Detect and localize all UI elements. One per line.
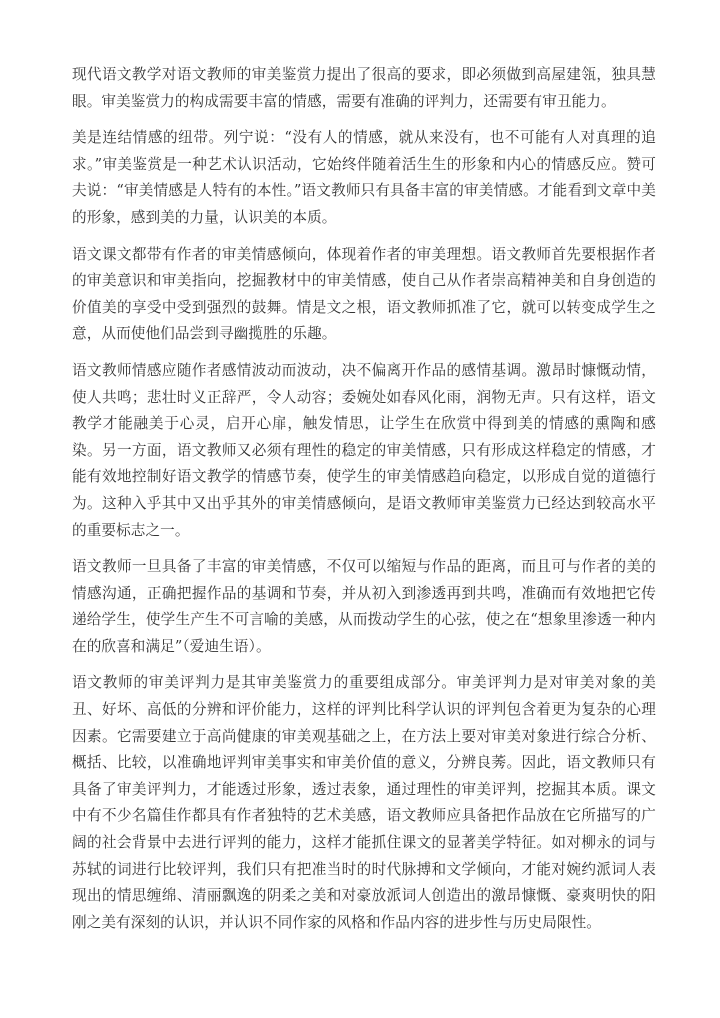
paragraph-6: 语文教师的审美评判力是其审美鉴赏力的重要组成部分。审美评判力是对审美对象的美丑、好坏、高低的分辨和评价能力，这样的评判比科学认识的评判包含着更为复杂的心理因素。它需要建立于高尚健康的审美观基础之上，在方法上要对审美对象进行综合分析、概括、比较，以准确地评判审美事实和审美价值的意义，分辨良莠。因此，语文教师只有具备了审美评判力，才能透过形象，透过表象，通过理性的审美评判，挖掘其本质。课文中有不少名篇佳作都具有作者独特的艺术美感，语文教师应具备把作品放在它所描写的广阔的社会背景中去进行评判的能力，这样才能抓住课文的显著美学特征。如对柳永的词与苏轼的词进行比较评判，我们只有把准当时的时代脉搏和文学倾向，才能对婉约派词人表现出的情思缠绵、清丽飘逸的阴柔之美和对豪放派词人创造出的激昂慷慨、豪爽明快的阳刚之美有深刻的认识，并认识不同作家的风格和作品内容的进步性与历史局限性。 [72, 674, 656, 931]
paragraph-1: 现代语文教学对语文教师的审美鉴赏力提出了很高的要求，即必须做到高屋建瓴，独具慧眼。审美鉴赏力的构成需要丰富的情感，需要有准确的评判力，还需要有审丑能力。 [72, 66, 656, 110]
paragraph-5: 语文教师一旦具备了丰富的审美情感，不仅可以缩短与作品的距离，而且可与作者的美的情感沟通，正确把握作品的基调和节奏，并从初入到渗透再到共鸣，准确而有效地把它传递给学生，使学生产生不可言喻的美感，从而拨动学生的心弦，使之在“想象里渗透一种内在的欣喜和满足”（爱迪生语）。 [72, 558, 656, 655]
paragraph-4: 语文教师情感应随作者感情波动而波动，决不偏离开作品的感情基调。激昂时慷慨动情，使人共鸣；悲壮时义正辞严，令人动容；委婉处如春风化雨，润物无声。只有这样，语文教学才能融美于心灵，启开心扉，触发情思，让学生在欣赏中得到美的情感的熏陶和感染。另一方面，语文教师又必须有理性的稳定的审美情感，只有形成这样稳定的情感，才能有效地控制好语文教学的情感节奏，使学生的审美情感趋向稳定，以形成自觉的道德行为。这种入乎其中又出乎其外的审美情感倾向，是语文教师审美鉴赏力已经达到较高水平的重要标志之一。 [72, 361, 656, 539]
paragraph-2: 美是连结情感的纽带。列宁说：“没有人的情感，就从来没有，也不可能有人对真理的追求。”审美鉴赏是一种艺术认识活动，它始终伴随着活生生的形象和内心的情感反应。赞可夫说：“审美情感是人特有的本性。”语文教师只有具备丰富的审美情感。才能看到文章中美的形象，感到美的力量，认识美的本质。 [72, 129, 656, 226]
article-body [72, 62, 656, 946]
paragraph-3: 语文课文都带有作者的审美情感倾向，体现着作者的审美理想。语文教师首先要根据作者的审美意识和审美指向，挖掘教材中的审美情感，使自己从作者崇高精神美和自身创造的价值美的享受中受到强烈的鼓舞。情是文之根，语文教师抓准了它，就可以转变成学生之意，从而使他们品尝到寻幽揽胜的乐趣。 [72, 245, 656, 343]
